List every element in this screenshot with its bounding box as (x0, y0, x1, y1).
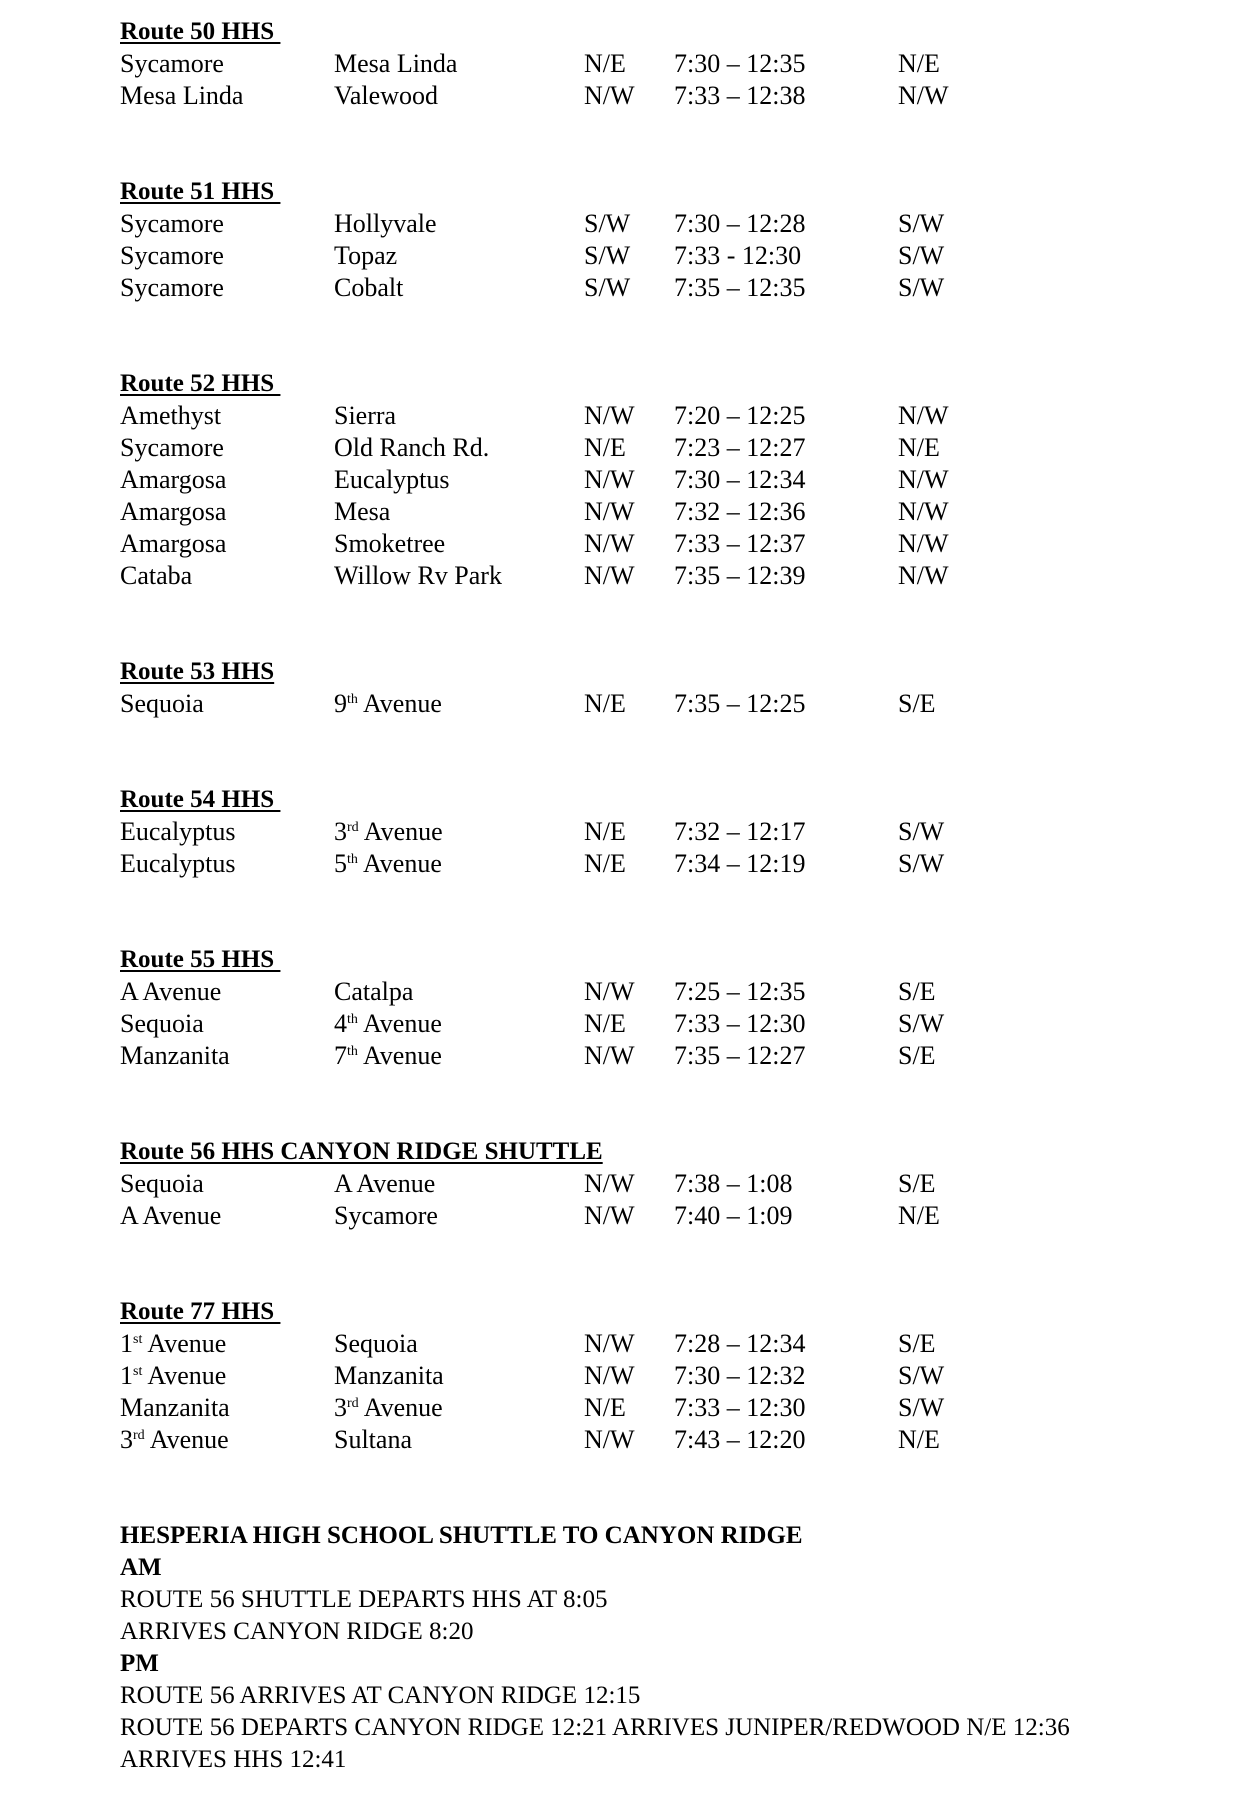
stop-cross-street: Sultana (334, 1425, 412, 1454)
stop-row (0, 80, 1237, 112)
stop-times: 7:38 – 1:08 (674, 1169, 793, 1198)
stop-cross-street: Topaz (334, 241, 398, 270)
stop-cross-street: 9th Avenue (334, 689, 442, 718)
stop-street: 3rd Avenue (120, 1425, 229, 1454)
route-heading: Route 77 HHS (120, 1298, 281, 1325)
stop-direction-pm: N/W (898, 497, 949, 526)
stop-times: 7:40 – 1:09 (674, 1201, 793, 1230)
stop-street: 1st Avenue (120, 1361, 227, 1390)
stop-times: 7:30 – 12:28 (674, 209, 806, 238)
stop-street: Eucalyptus (120, 849, 236, 878)
stop-direction-am: N/W (584, 977, 635, 1006)
stop-row (0, 400, 1237, 432)
stop-cross-street: Eucalyptus (334, 465, 450, 494)
stop-times: 7:35 – 12:25 (674, 689, 806, 718)
stop-cross-street: 4th Avenue (334, 1009, 442, 1038)
stop-cross-street: 5th Avenue (334, 849, 442, 878)
stop-cross-street: Hollyvale (334, 209, 437, 238)
stop-row (0, 496, 1237, 528)
stop-row (0, 272, 1237, 304)
stop-street: Manzanita (120, 1393, 230, 1422)
stop-row (0, 1328, 1237, 1360)
stop-direction-pm: S/W (898, 241, 945, 270)
stop-direction-pm: N/W (898, 401, 949, 430)
route-heading: Route 54 HHS (120, 786, 281, 813)
stop-direction-pm: S/W (898, 849, 945, 878)
stop-direction-am: N/W (584, 529, 635, 558)
route-heading: Route 56 HHS CANYON RIDGE SHUTTLE (120, 1138, 603, 1165)
route-heading: Route 55 HHS (120, 946, 281, 973)
stop-direction-pm: S/E (898, 977, 936, 1006)
stop-times: 7:28 – 12:34 (674, 1329, 806, 1358)
stop-cross-street: Willow Rv Park (334, 561, 502, 590)
stop-row (0, 1360, 1237, 1392)
stop-row (0, 1200, 1237, 1232)
stop-row (0, 48, 1237, 80)
stop-row (0, 688, 1237, 720)
stop-street: 1st Avenue (120, 1329, 227, 1358)
stop-direction-am: N/E (584, 433, 626, 462)
stop-street: Mesa Linda (120, 81, 244, 110)
stop-times: 7:35 – 12:39 (674, 561, 806, 590)
stop-row (0, 848, 1237, 880)
stop-direction-am: N/W (584, 497, 635, 526)
stop-direction-am: N/E (584, 49, 626, 78)
stop-times: 7:33 – 12:30 (674, 1393, 806, 1422)
stop-cross-street: Mesa (334, 497, 391, 526)
stop-row (0, 560, 1237, 592)
shuttle-pm-line: ROUTE 56 DEPARTS CANYON RIDGE 12:21 ARRIVES JUNIPER/REDWOOD N/E 12:36 (120, 1714, 1070, 1741)
stop-street: Amethyst (120, 401, 222, 430)
stop-street: Sequoia (120, 1009, 204, 1038)
stop-direction-am: N/W (584, 1041, 635, 1070)
stop-times: 7:23 – 12:27 (674, 433, 806, 462)
stop-street: Sequoia (120, 1169, 204, 1198)
stop-times: 7:32 – 12:36 (674, 497, 806, 526)
stop-street: Cataba (120, 561, 193, 590)
shuttle-am-line: ROUTE 56 SHUTTLE DEPARTS HHS AT 8:05 (120, 1586, 608, 1613)
stop-row (0, 1392, 1237, 1424)
stop-direction-pm: N/W (898, 529, 949, 558)
stop-direction-pm: S/W (898, 817, 945, 846)
stop-row (0, 976, 1237, 1008)
stop-times: 7:35 – 12:35 (674, 273, 806, 302)
route-heading: Route 50 HHS (120, 18, 281, 45)
shuttle-pm-label: PM (120, 1650, 159, 1677)
stop-times: 7:30 – 12:35 (674, 49, 806, 78)
stop-row (0, 432, 1237, 464)
route-heading: Route 52 HHS (120, 370, 281, 397)
stop-direction-pm: S/W (898, 1393, 945, 1422)
stop-cross-street: 7th Avenue (334, 1041, 442, 1070)
stop-cross-street: Old Ranch Rd. (334, 433, 490, 462)
stop-direction-pm: S/E (898, 1041, 936, 1070)
stop-direction-pm: S/E (898, 1329, 936, 1358)
stop-direction-am: N/W (584, 81, 635, 110)
stop-direction-pm: N/E (898, 49, 940, 78)
stop-direction-pm: N/W (898, 81, 949, 110)
stop-cross-street: Catalpa (334, 977, 414, 1006)
stop-direction-am: S/W (584, 209, 631, 238)
stop-times: 7:25 – 12:35 (674, 977, 806, 1006)
stop-street: Sycamore (120, 433, 224, 462)
stop-cross-street: Sycamore (334, 1201, 438, 1230)
stop-street: Sycamore (120, 273, 224, 302)
stop-direction-am: N/W (584, 561, 635, 590)
stop-times: 7:33 - 12:30 (674, 241, 802, 270)
stop-direction-pm: N/E (898, 1425, 940, 1454)
stop-direction-pm: N/E (898, 433, 940, 462)
stop-direction-am: N/E (584, 1393, 626, 1422)
stop-row (0, 816, 1237, 848)
stop-direction-pm: S/W (898, 273, 945, 302)
stop-times: 7:32 – 12:17 (674, 817, 806, 846)
stop-cross-street: 3rd Avenue (334, 1393, 443, 1422)
route-heading: Route 53 HHS (120, 658, 275, 685)
shuttle-pm-line: ARRIVES HHS 12:41 (120, 1746, 347, 1773)
stop-direction-am: N/W (584, 1201, 635, 1230)
stop-street: Manzanita (120, 1041, 230, 1070)
stop-direction-pm: N/W (898, 465, 949, 494)
stop-direction-am: N/W (584, 401, 635, 430)
stop-row (0, 1008, 1237, 1040)
stop-cross-street: Smoketree (334, 529, 446, 558)
route-heading: Route 51 HHS (120, 178, 281, 205)
stop-direction-pm: S/W (898, 209, 945, 238)
stop-direction-am: N/W (584, 1169, 635, 1198)
stop-direction-pm: S/E (898, 1169, 936, 1198)
stop-times: 7:20 – 12:25 (674, 401, 806, 430)
stop-cross-street: Sequoia (334, 1329, 418, 1358)
stop-direction-am: N/E (584, 1009, 626, 1038)
shuttle-title: HESPERIA HIGH SCHOOL SHUTTLE TO CANYON RIDGE (120, 1522, 803, 1549)
shuttle-am-label: AM (120, 1554, 162, 1581)
stop-direction-am: S/W (584, 241, 631, 270)
stop-times: 7:34 – 12:19 (674, 849, 806, 878)
stop-direction-pm: N/E (898, 1201, 940, 1230)
stop-street: Eucalyptus (120, 817, 236, 846)
stop-direction-am: N/W (584, 1361, 635, 1390)
stop-street: Amargosa (120, 529, 227, 558)
shuttle-pm-line: ROUTE 56 ARRIVES AT CANYON RIDGE 12:15 (120, 1682, 641, 1709)
stop-street: Sycamore (120, 209, 224, 238)
stop-row (0, 1040, 1237, 1072)
stop-cross-street: 3rd Avenue (334, 817, 443, 846)
stop-times: 7:30 – 12:32 (674, 1361, 806, 1390)
stop-times: 7:30 – 12:34 (674, 465, 806, 494)
stop-row (0, 1424, 1237, 1456)
stop-row (0, 208, 1237, 240)
stop-cross-street: Mesa Linda (334, 49, 458, 78)
stop-direction-am: N/E (584, 817, 626, 846)
stop-cross-street: Manzanita (334, 1361, 444, 1390)
stop-row (0, 528, 1237, 560)
stop-cross-street: Valewood (334, 81, 438, 110)
stop-street: Amargosa (120, 497, 227, 526)
stop-cross-street: A Avenue (334, 1169, 436, 1198)
stop-row (0, 464, 1237, 496)
stop-cross-street: Cobalt (334, 273, 404, 302)
stop-direction-am: N/W (584, 465, 635, 494)
stop-direction-pm: S/W (898, 1009, 945, 1038)
stop-times: 7:35 – 12:27 (674, 1041, 806, 1070)
stop-street: A Avenue (120, 1201, 222, 1230)
stop-cross-street: Sierra (334, 401, 397, 430)
stop-times: 7:33 – 12:30 (674, 1009, 806, 1038)
stop-direction-am: N/E (584, 689, 626, 718)
stop-direction-am: N/W (584, 1329, 635, 1358)
stop-times: 7:33 – 12:38 (674, 81, 806, 110)
stop-street: Amargosa (120, 465, 227, 494)
stop-street: A Avenue (120, 977, 222, 1006)
stop-direction-am: S/W (584, 273, 631, 302)
stop-direction-pm: S/E (898, 689, 936, 718)
shuttle-am-line: ARRIVES CANYON RIDGE 8:20 (120, 1618, 474, 1645)
stop-row (0, 1168, 1237, 1200)
stop-times: 7:43 – 12:20 (674, 1425, 806, 1454)
stop-direction-pm: N/W (898, 561, 949, 590)
stop-direction-am: N/W (584, 1425, 635, 1454)
stop-direction-am: N/E (584, 849, 626, 878)
stop-times: 7:33 – 12:37 (674, 529, 806, 558)
stop-direction-pm: S/W (898, 1361, 945, 1390)
stop-row (0, 240, 1237, 272)
stop-street: Sycamore (120, 241, 224, 270)
stop-street: Sycamore (120, 49, 224, 78)
stop-street: Sequoia (120, 689, 204, 718)
